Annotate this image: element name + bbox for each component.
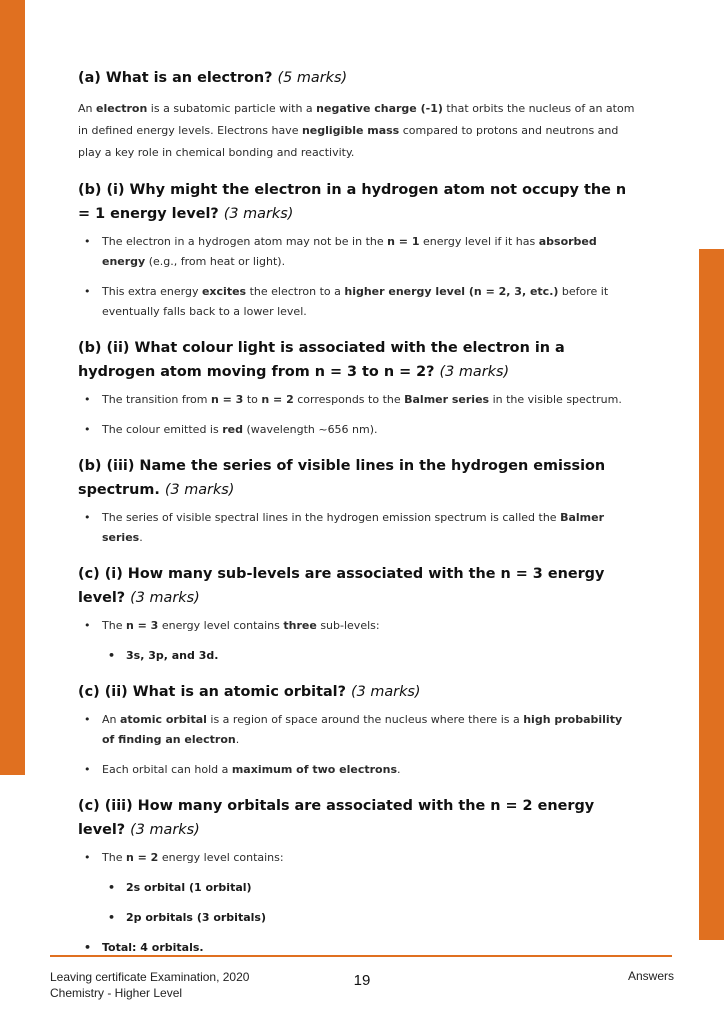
footer-exam-title: Leaving certificate Examination, 2020 bbox=[50, 970, 250, 984]
answer-total: • Total: 4 orbitals. bbox=[78, 938, 638, 958]
answer-bullet: • An atomic orbital is a region of space around the nucleus where there is a high probability of finding an electron. bbox=[78, 710, 638, 750]
answer-bullet: • Each orbital can hold a maximum of two electrons. bbox=[78, 760, 638, 780]
answer-list bbox=[78, 232, 638, 322]
left-accent-bar bbox=[0, 0, 25, 775]
answer-list bbox=[78, 710, 638, 780]
question-heading: (b) (ii) What colour light is associated with the electron in a hydrogen atom moving from n = 3 to n = 2? (3 marks) bbox=[78, 340, 565, 380]
right-accent-bar bbox=[699, 249, 724, 940]
answer-bullet: • The series of visible spectral lines in the hydrogen emission spectrum is called the Balmer series. bbox=[78, 508, 638, 548]
answer-bullet: • The n = 3 energy level contains three sub-levels: bbox=[78, 616, 638, 636]
footer-divider bbox=[50, 955, 672, 957]
question-heading: (a) What is an electron? (5 marks) bbox=[78, 70, 348, 86]
page-number: 19 bbox=[353, 972, 371, 989]
question-heading: (c) (i) How many sub-levels are associated with the n = 3 energy level? (3 marks) bbox=[78, 566, 605, 606]
answer-bullet: • The colour emitted is red (wavelength ~656 nm). bbox=[78, 420, 638, 440]
answer-content bbox=[78, 66, 638, 968]
section-c-ii bbox=[78, 680, 638, 780]
section-c-iii bbox=[78, 794, 638, 958]
answer-bullet: • The electron in a hydrogen atom may not be in the n = 1 energy level if it has absorbed energy (e.g., from heat or light). bbox=[78, 232, 638, 272]
footer-exam-info bbox=[50, 969, 249, 1001]
answer-paragraph: An electron is a subatomic particle with a negative charge (-1) that orbits the nucleus of an atom in defined energy levels. Electrons have negligible mass compared to protons and neutrons and play a key role in chemical bonding and reactivity. bbox=[78, 102, 635, 159]
question-heading: (b) (iii) Name the series of visible lines in the hydrogen emission spectrum. (3 marks) bbox=[78, 458, 606, 498]
answer-bullet: • The transition from n = 3 to n = 2 corresponds to the Balmer series in the visible spectrum. bbox=[78, 390, 638, 410]
section-b-i bbox=[78, 178, 638, 322]
answer-list bbox=[78, 616, 638, 666]
answer-bullet: • The n = 2 energy level contains: bbox=[78, 848, 638, 868]
answer-sub-bullet: • 3s, 3p, and 3d. bbox=[78, 646, 638, 666]
section-b-iii bbox=[78, 454, 638, 548]
footer-subject: Chemistry - Higher Level bbox=[50, 986, 183, 1000]
answer-list bbox=[78, 390, 638, 440]
answer-bullet: • This extra energy excites the electron to a higher energy level (n = 2, 3, etc.) before it eventually falls back to a lower level. bbox=[78, 282, 638, 322]
answer-list bbox=[78, 848, 638, 958]
answer-list bbox=[78, 508, 638, 548]
section-a bbox=[78, 66, 638, 164]
answer-sub-bullet: • 2s orbital (1 orbital) bbox=[78, 878, 638, 898]
question-heading: (c) (iii) How many orbitals are associated with the n = 2 energy level? (3 marks) bbox=[78, 798, 595, 838]
section-c-i bbox=[78, 562, 638, 666]
question-heading: (b) (i) Why might the electron in a hydrogen atom not occupy the n = 1 energy level? (3 marks) bbox=[78, 182, 627, 222]
question-heading: (c) (ii) What is an atomic orbital? (3 marks) bbox=[78, 684, 421, 700]
section-b-ii bbox=[78, 336, 638, 440]
footer-section-label: Answers bbox=[627, 969, 674, 983]
answer-sub-bullet: • 2p orbitals (3 orbitals) bbox=[78, 908, 638, 928]
